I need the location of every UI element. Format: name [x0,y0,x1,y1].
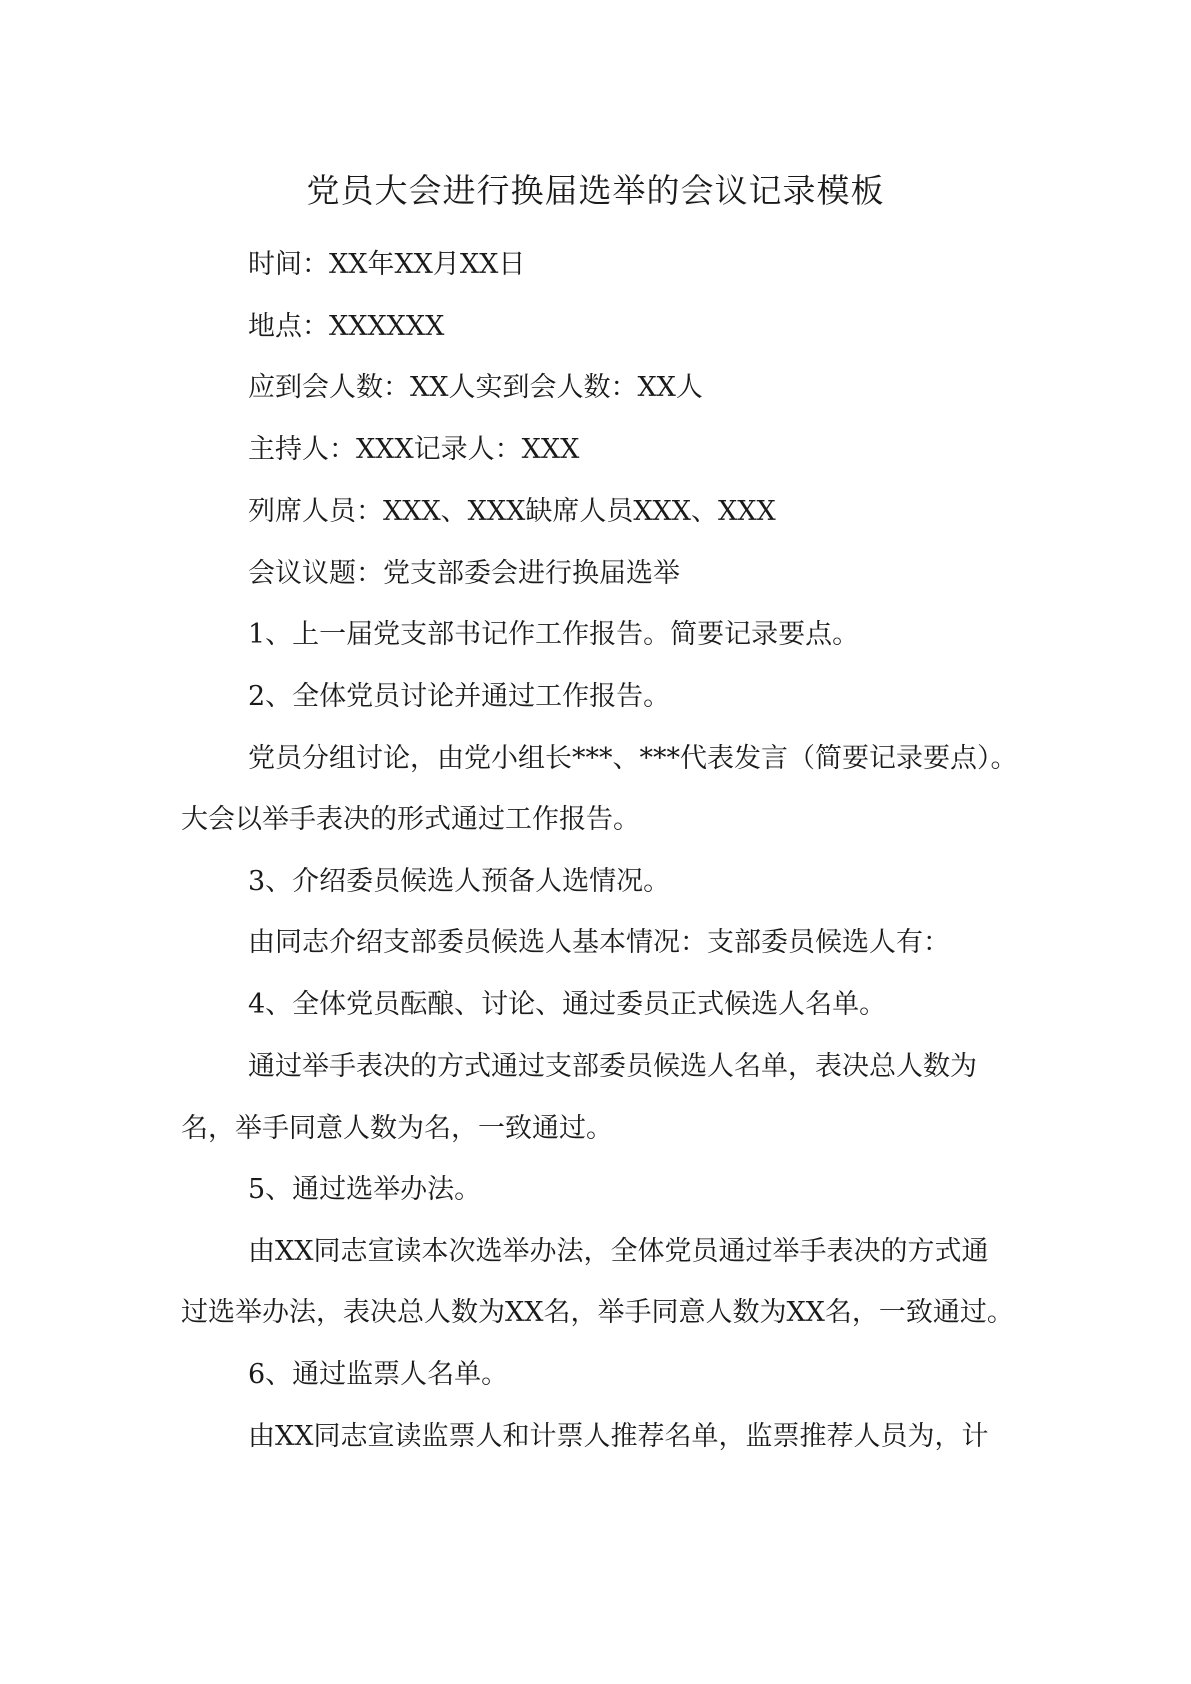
paragraph-line: 名，举手同意人数为名，一致通过。 [181,1113,613,1144]
document-title: 党员大会进行换届选举的会议记录模板 [306,171,885,210]
paragraph-line: 通过举手表决的方式通过支部委员候选人名单，表决总人数为 [248,1051,977,1082]
agenda-item-6: 6、通过监票人名单。 [248,1359,509,1390]
paragraph-line: 由XX同志宣读监票人和计票人推荐名单，监票推荐人员为，计 [248,1421,989,1452]
paragraph-line: 大会以举手表决的形式通过工作报告。 [181,804,640,835]
paragraph-line: 由XX同志宣读本次选举办法，全体党员通过举手表决的方式通 [248,1236,989,1267]
meeting-location: 地点：XXXXXX [248,311,445,342]
paragraph-line: 由同志介绍支部委员候选人基本情况：支部委员候选人有： [248,927,950,958]
paragraph-line: 党员分组讨论，由党小组长***、***代表发言（简要记录要点）。 [248,743,1018,774]
attendance-count: 应到会人数：XX人实到会人数：XX人 [248,372,703,403]
agenda-item-4: 4、全体党员酝酿、讨论、通过委员正式候选人名单。 [248,989,887,1020]
host-and-recorder: 主持人：XXX记录人：XXX [248,434,580,465]
agenda-item-1: 1、上一届党支部书记作工作报告。简要记录要点。 [248,619,860,650]
meeting-topic: 会议议题：党支部委会进行换届选举 [248,558,680,589]
agenda-item-5: 5、通过选举办法。 [248,1174,482,1205]
agenda-item-2: 2、全体党员讨论并通过工作报告。 [248,681,671,712]
attendees-absentees: 列席人员：XXX、XXX缺席人员XXX、XXX [248,496,776,527]
meeting-time: 时间：XX年XX月XX日 [248,249,526,280]
paragraph-line: 过选举办法，表决总人数为XX名，举手同意人数为XX名，一致通过。 [181,1297,1014,1328]
agenda-item-3: 3、介绍委员候选人预备人选情况。 [248,866,671,897]
